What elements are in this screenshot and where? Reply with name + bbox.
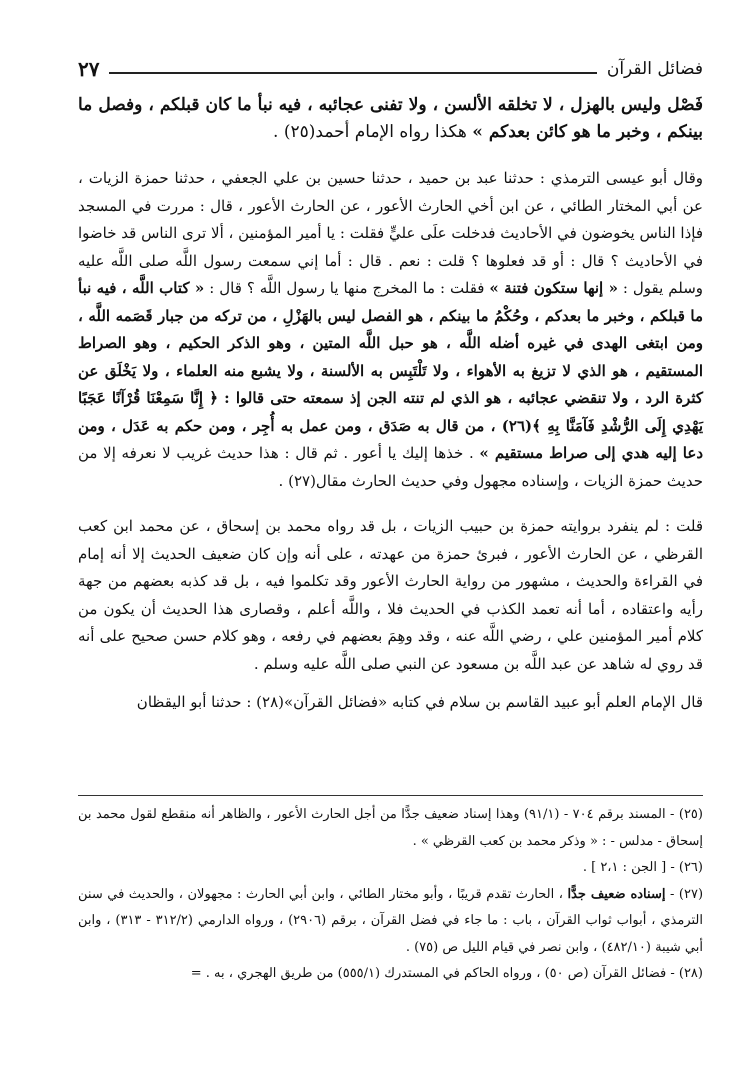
paragraph-abu-ubaid: قال الإمام العلم أبو عبيد القاسم بن سلام في كتابه «فضائل القرآن»(٢٨) : حدثنا أبو اليقظان (136, 692, 703, 711)
footnotes (78, 802, 703, 988)
footnote-28: (٢٨) - فضائل القرآن (ص ٥٠) ، ورواه الحاكم في المستدرك (٥٥٥/١) من طريق الهجري ، به . = (190, 966, 703, 981)
paragraph-tirmidhi-narration (78, 165, 703, 495)
footnote-27 (78, 882, 703, 962)
hadith-text-bold: « إنها ستكون فتنة » (489, 279, 618, 297)
hadith-text-bold: « كتاب اللَّه ، فيه نبأ ما قبلكم ، وخبر ما بعدكم ، وحُكْمُ ما بينكم ، هو الفصل ليس بالهَزْلِ ، من تركه من جبار قَصَمه اللَّه ، ومن ابتغى الهدى في غيره أضله اللَّه ، هو حبل اللَّه المتين ، وهو الذكر الحكيم ، وهو الصراط المستقيم ، هو الذي لا تزيغ به الأهواء ، ولا تَلْتَبِس به الألسنة ، ولا يشبع منه العلماء ، ولا يَخْلَق عن كثرة الرد ، ولا تنقضي عجائبه ، هو الذي لم تنته الجن إذ سمعته حتى قالوا : ﴿ إِنَّا سَمِعْنَا قُرْآنًا عَجَبًا يَهْدِي إِلَى الرُّشْدِ فَآمَنَّا بِهِ ﴾(٢٦) ، من قال به صَدَق ، ومن عمل به أُجِر ، ومن حكم به عَدَل ، ومن دعا إليه هدي إلى صراط مستقيم » (78, 279, 704, 462)
page-number: ٢٧ (78, 57, 100, 81)
footnote-25: (٢٥) - المسند برقم ٧٠٤ - (٩١/١) وهذا إسناد ضعيف جدًّا من أجل الحارث الأعور ، والظاهر أنه منقطع لقول محمد بن إسحاق - مدلس - : « وذكر محمد بن كعب القرظي » . (78, 807, 703, 849)
header-rule (109, 72, 596, 74)
hadith-text-bold: فَصْل وليس بالهزل ، لا تخلقه الألسن ، ولا تفنى عجائبه ، فيه نبأ ما كان قبلكم ، وفصل ما بينكم ، وخبر ما هو كائن بعدكم » (78, 95, 703, 142)
paragraph-hadith-ending (78, 92, 703, 146)
main-text (78, 92, 703, 716)
footnote-divider (78, 795, 703, 796)
running-title: فضائل القرآن (606, 59, 703, 79)
page-header (78, 56, 703, 82)
paragraph-text: هكذا رواه الإمام أحمد(٢٥) . (273, 122, 473, 142)
paragraph-text: وقال أبو عيسى الترمذي : حدثنا عبد بن حميد ، حدثنا حسين بن علي الجعفي ، حدثنا حمزة الزيات ، عن أبي المختار الطائي ، عن ابن أخي الحارث الأعور ، عن الحارث الأعور ، قال : مررت في المسجد فإذا الناس يخوضون في الأحاديث فدخلت علَى عليٍّ فقلت : يا أمير المؤمنين ، ألا ترى الناس قد خاضوا في الأحاديث ؟ قال : أو قد فعلوها ؟ قلت : نعم . قال : أما إني سمعت رسول اللَّه صلى اللَّه عليه وسلم يقول : (78, 169, 704, 297)
paragraph-text: . خذها إليك يا أعور . ثم قال : هذا حديث غريب لا نعرفه إلا من حديث حمزة الزيات ، وإسناده مجهول وفي حديث الحارث مقال(٢٧) . (78, 444, 703, 490)
footnote-number: (٢٧) - (665, 886, 704, 902)
paragraph-commentary: قلت : لم ينفرد بروايته حمزة بن حبيب الزيات ، بل قد رواه محمد بن إسحاق ، عن محمد ابن كعب القرظي ، عن الحارث الأعور ، فبرئ حمزة من عهدته ، على أنه وإن كان ضعيف الحديث إلا أنه إمام في القراءة والحديث ، مشهور من رواية الحارث الأعور وقد تكلموا فيه ، بل قد كذبه بعضهم من جهة رأيه واعتقاده ، أما أنه تعمد الكذب في الحديث فلا ، واللَّه أعلم ، وقصارى هذا الحديث أن يكون من كلام أمير المؤمنين علي ، رضي اللَّه عنه ، وقد وهِمَ بعضهم في رفعه ، وهو كلام حسن صحيح على أنه قد روي له شاهد عن عبد اللَّه بن مسعود عن النبي صلى اللَّه عليه وسلم . (78, 517, 703, 673)
footnote-26: (٢٦) - [ الجن : ٢،١ ] . (582, 860, 703, 875)
footnote-bold-text: إسناده ضعيف جدًّا (567, 886, 666, 902)
footnote-text: ، الحارث تقدم قريبًا ، وأبو مختار الطائي ، وابن أبي الحارث : مجهولان ، والحديث في سنن الترمذي ، أبواب ثواب القرآن ، باب : ما جاء في فضل القرآن ، برقم (٢٩٠٦) ، ورواه الدارمي (٣١٢/٢ - ٣١٣) ، وابن أبي شيبة (٤٨٢/١٠) ، وابن نصر في قيام الليل ص (٧٥) . (78, 886, 703, 955)
paragraph-text: فقلت : ما المخرج منها يا رسول اللَّه ؟ قال : (204, 279, 490, 297)
